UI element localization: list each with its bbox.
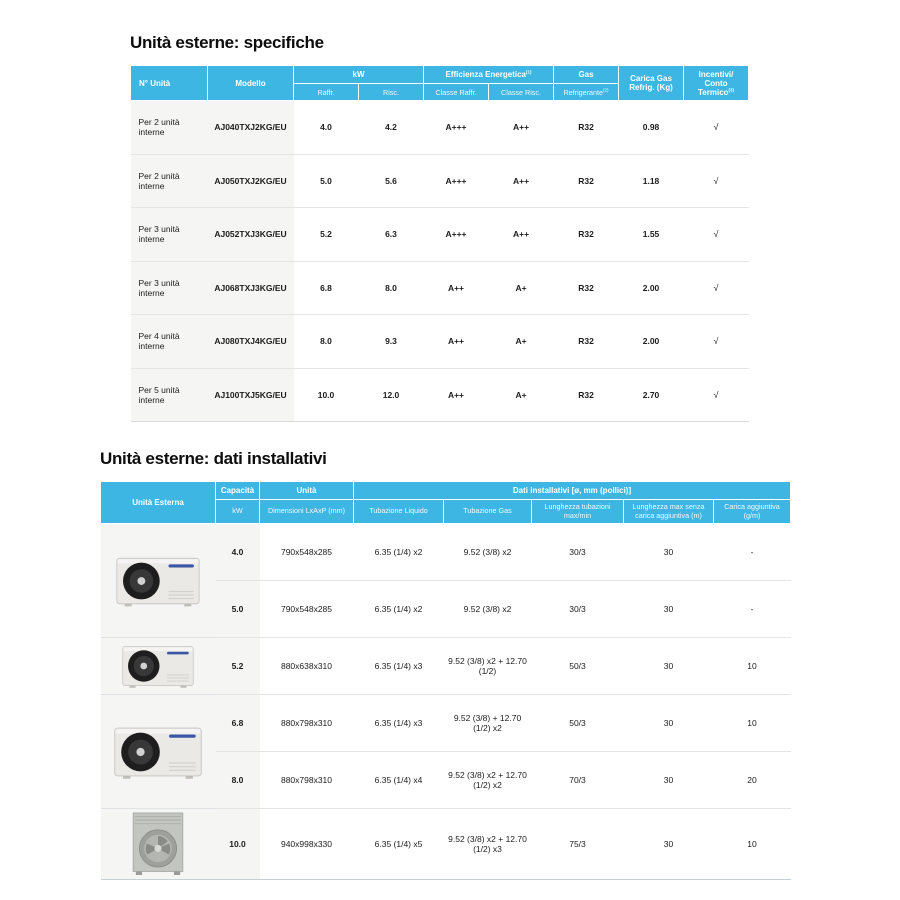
cell-carica: 1.55 [619,208,684,262]
cell-capacita: 6.8 [216,695,260,752]
cell-tubazione-gas: 9.52 (3/8) x2 + 12.70 (1/2) x3 [444,809,532,880]
cell-capacita: 4.0 [216,524,260,581]
cell-modello: AJ080TXJ4KG/EU [208,315,294,369]
cell-dimensioni: 880x638x310 [260,638,354,695]
cell-dimensioni: 880x798x310 [260,695,354,752]
install-table [100,481,791,880]
cell-modello: AJ052TXJ3KG/EU [208,208,294,262]
cell-lunghezza-tubazioni: 30/3 [532,581,624,638]
outdoor-unit-image [101,809,216,880]
checkmark-incentivi: √ [684,368,749,422]
checkmark-incentivi: √ [713,122,719,133]
cell-modello: AJ100TXJ5KG/EU [208,368,294,422]
cell-carica-aggiuntiva: - [750,547,754,557]
cell-lunghezza-max: 30 [624,638,714,695]
cell-carica: 0.98 [642,122,660,133]
table-row [131,315,749,369]
cell-dimensioni: 940x998x330 [260,809,354,880]
col-header-kw: kW [294,66,424,84]
cell-tubazione-liquido: 6.35 (1/4) x3 [354,695,444,752]
cell-kw-risc: 4.2 [385,122,397,133]
cell-lunghezza-tubazioni: 50/3 [532,638,624,695]
cell-gas: R32 [554,315,619,369]
cell-gas: R32 [578,122,594,133]
cell-dimensioni: 880x798x310 [260,752,354,809]
table-row [131,101,749,155]
col-header-dati-installativi: Dati installativi [ø, mm (pollici)] [354,482,791,500]
cell-kw-risc: 6.3 [359,208,424,262]
cell-carica: 2.00 [619,261,684,315]
cell-kw-risc: 5.6 [359,154,424,208]
cell-tubazione-gas: 9.52 (3/8) x2 [463,547,512,557]
col-header-unita-esterna: Unità Esterna [101,482,216,524]
outdoor-unit-side-icon [114,553,202,609]
cell-kw-risc: 12.0 [359,368,424,422]
col-subheader-dimensioni: Dimensioni LxAxP (mm) [260,500,354,524]
cell-lunghezza-tubazioni: 75/3 [532,809,624,880]
cell-kw-raffr: 8.0 [294,315,359,369]
cell-dimensioni: 790x548x285 [260,581,354,638]
cell-tubazione-liquido: 6.35 (1/4) x2 [374,547,423,557]
cell-dimensioni: 790x548x285 [280,547,333,557]
table-row [131,261,749,315]
cell-classe-raffr: A+++ [424,208,489,262]
cell-capacita: 5.0 [216,581,260,638]
cell-classe-risc: A+ [489,261,554,315]
page-title-dati-installativi: Unità esterne: dati installativi [100,449,327,468]
cell-tubazione-liquido: 6.35 (1/4) x5 [354,809,444,880]
table-row [101,638,791,695]
cell-kw-raffr: 10.0 [294,368,359,422]
cell-classe-raffr: A++ [424,315,489,369]
cell-carica-aggiuntiva: - [714,581,791,638]
cell-modello: AJ040TXJ2KG/EU [208,101,294,155]
cell-carica-aggiuntiva: 10 [714,695,791,752]
cell-classe-risc: A+ [489,315,554,369]
col-header-efficienza: Efficienza Energetica$^{(1)}$ [424,66,554,84]
outdoor-unit-image [101,524,216,638]
col-header-incentivi: Incentivi/ Conto Termico$^{(3)}$ [684,66,749,101]
outdoor-unit-image [101,638,216,695]
cell-capacita: 8.0 [216,752,260,809]
outdoor-unit-side-icon [120,642,196,690]
cell-tubazione-liquido: 6.35 (1/4) x2 [354,581,444,638]
checkmark-incentivi: √ [684,261,749,315]
col-header-modello: Modello [208,66,294,101]
cell-gas: R32 [554,208,619,262]
cell-tubazione-gas: 9.52 (3/8) x2 [444,581,532,638]
cell-classe-risc: A++ [512,122,530,133]
col-header-n-unita: N° Unità [131,66,208,101]
cell-kw-raffr: 5.2 [294,208,359,262]
cell-capacita: 5.2 [216,638,260,695]
cell-classe-risc: A++ [489,208,554,262]
cell-gas: R32 [554,368,619,422]
cell-classe-risc: A++ [489,154,554,208]
col-header-carica-gas: Carica Gas Refrig. (Kg) [619,66,684,101]
cell-carica-aggiuntiva: 10 [714,809,791,880]
cell-kw-risc: 9.3 [359,315,424,369]
checkmark-incentivi: √ [684,315,749,369]
cell-classe-raffr: A+++ [445,122,467,133]
col-header-gas: Gas [554,66,619,84]
col-header-capacita: Capacità [216,482,260,500]
cell-tubazione-liquido: 6.35 (1/4) x3 [354,638,444,695]
cell-n-unita: Per 5 unità interne [131,368,208,422]
spec-table [130,65,749,422]
cell-lunghezza-max: 30 [663,547,674,557]
checkmark-incentivi: √ [684,208,749,262]
table-row [101,809,791,880]
cell-carica: 1.18 [619,154,684,208]
cell-kw-raffr: 6.8 [294,261,359,315]
table-row [131,154,749,208]
cell-classe-raffr: A++ [424,368,489,422]
col-subheader-carica-aggiuntiva: Carica aggiuntiva (g/m) [714,500,791,524]
cell-tubazione-gas: 9.52 (3/8) + 12.70 (1/2) x2 [444,695,532,752]
section-specifiche [130,33,749,422]
cell-tubazione-liquido: 6.35 (1/4) x4 [354,752,444,809]
cell-kw-raffr: 5.0 [294,154,359,208]
col-subheader-risc: Risc. [359,84,424,101]
col-subheader-classe-risc: Classe Risc. [489,84,554,101]
page-title-specifiche: Unità esterne: specifiche [130,33,324,52]
cell-kw-raffr: 4.0 [320,122,332,133]
cell-n-unita: Per 2 unità interne [131,101,208,155]
cell-capacita: 10.0 [216,809,260,880]
table-row [101,695,791,752]
cell-lunghezza-max: 30 [624,695,714,752]
table-row [131,368,749,422]
cell-kw-risc: 8.0 [359,261,424,315]
install-table-header [101,482,791,524]
cell-lunghezza-max: 30 [624,752,714,809]
table-row [131,208,749,262]
table-row [101,524,791,581]
col-subheader-raffr: Raffr. [294,84,359,101]
col-subheader-classe-raffr: Classe Raffr. [424,84,489,101]
cell-gas: R32 [554,154,619,208]
cell-lunghezza-tubazioni: 70/3 [532,752,624,809]
col-subheader-kw: kW [216,500,260,524]
checkmark-incentivi: √ [684,154,749,208]
outdoor-unit-side-icon [112,722,204,782]
cell-n-unita: Per 3 unità interne [131,208,208,262]
cell-lunghezza-max: 30 [624,809,714,880]
cell-gas: R32 [554,261,619,315]
col-subheader-tubazione-gas: Tubazione Gas [444,500,532,524]
cell-classe-risc: A+ [489,368,554,422]
col-header-unita: Unità [260,482,354,500]
cell-lunghezza-tubazioni: 30/3 [569,547,586,557]
cell-classe-raffr: A+++ [424,154,489,208]
col-subheader-lunghezza-tubazioni: Lunghezza tubazioni max/min [532,500,624,524]
cell-n-unita: Per 3 unità interne [131,261,208,315]
spec-table-header [131,66,749,101]
cell-carica: 2.70 [619,368,684,422]
cell-carica-aggiuntiva: 10 [714,638,791,695]
cell-carica-aggiuntiva: 20 [714,752,791,809]
col-subheader-tubazione-liquido: Tubazione Liquido [354,500,444,524]
cell-carica: 2.00 [619,315,684,369]
cell-tubazione-gas: 9.52 (3/8) x2 + 12.70 (1/2) x2 [444,752,532,809]
col-subheader-refrigerante: Refrigerante$^{(2)}$ [554,84,619,101]
cell-lunghezza-max: 30 [624,581,714,638]
cell-tubazione-gas: 9.52 (3/8) x2 + 12.70 (1/2) [444,638,532,695]
cell-n-unita: Per 4 unità interne [131,315,208,369]
cell-n-unita: Per 2 unità interne [131,154,208,208]
cell-modello: AJ068TXJ3KG/EU [208,261,294,315]
outdoor-unit-front-icon [127,811,189,877]
col-subheader-lunghezza-max: Lunghezza max senza carica aggiuntiva (m) [624,500,714,524]
outdoor-unit-image [101,695,216,809]
section-dati-installativi [100,449,791,880]
cell-classe-raffr: A++ [424,261,489,315]
cell-modello: AJ050TXJ2KG/EU [208,154,294,208]
cell-lunghezza-tubazioni: 50/3 [532,695,624,752]
